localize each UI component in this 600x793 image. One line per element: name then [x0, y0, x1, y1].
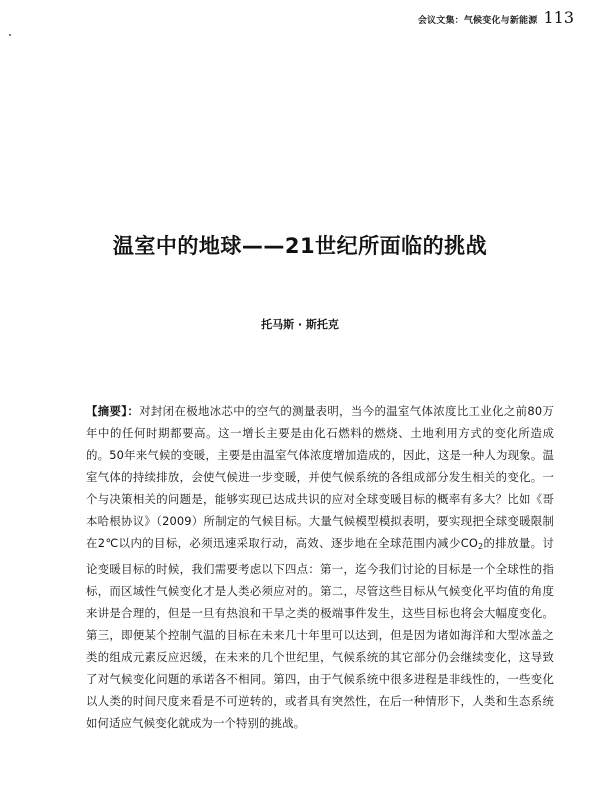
running-header [418, 6, 574, 26]
abstract-text-part1: 对封闭在极地冰芯中的空气的测量表明，当今的温室气体浓度比工业化之前80万年中的任何时期都要高。这一增长主要是由化石燃料的燃烧、土地利用方式的变化所造成的。50年来气候的变暖，主要是由温室气体浓度增加造成的，因此，这是一种人为现象。温室气体的持续排放，会使气候进一步变暖，并使气候系统的各组成部分发生相关的变化。一个与决策相关的问题是，能够实现已达成共识的应对全球变暖目标的概率有多大？比如《哥本哈根协议》（2009）所制定的气候目标。大量气候模型模拟表明，要实现把全球变暖限制在2℃以内的目标，必须迅速采取行动，高效、逐步地在全球范围内减少CO [86, 404, 554, 550]
page-number: 113 [543, 8, 574, 27]
abstract-text-part2: 的排放量。讨论变暖目标的时候，我们需要考虑以下四点：第一，迄今我们讨论的目标是一个全球性的指标，而区域性气候变化才是人类必须应对的。第二，尽管这些目标从气候变化平均值的角度来讲是合理的，但是一旦有热浪和干旱之类的极端事件发生，这些目标也将会大幅度变化。第三，即便某个控制气温的目标在未来几十年里可以达到，但是因为诸如海洋和大型冰盖之类的组成元素反应迟缓，在未来的几个世纪里，气候系统的其它部分仍会继续变化，这导致了对气候变化问题的承诺各不相同。第四，由于气候系统中很多进程是非线性的，一些变化以人类的时间尺度来看是不可逆转的，或者具有突然性，在后一种情形下，人类和生态系统如何适应气候变化就成为一个特别的挑战。 [86, 536, 554, 730]
abstract-label: 【摘要】： [86, 404, 140, 418]
article-title: 温室中的地球——21世纪所面临的挑战 [112, 234, 488, 258]
running-title: 会议文集：气候变化与新能源 [417, 16, 538, 26]
co2-subscript: 2 [477, 542, 484, 551]
abstract-paragraph [86, 400, 554, 734]
article-author: 托马斯 · 斯托克 [261, 318, 339, 331]
scan-speck [9, 34, 11, 36]
